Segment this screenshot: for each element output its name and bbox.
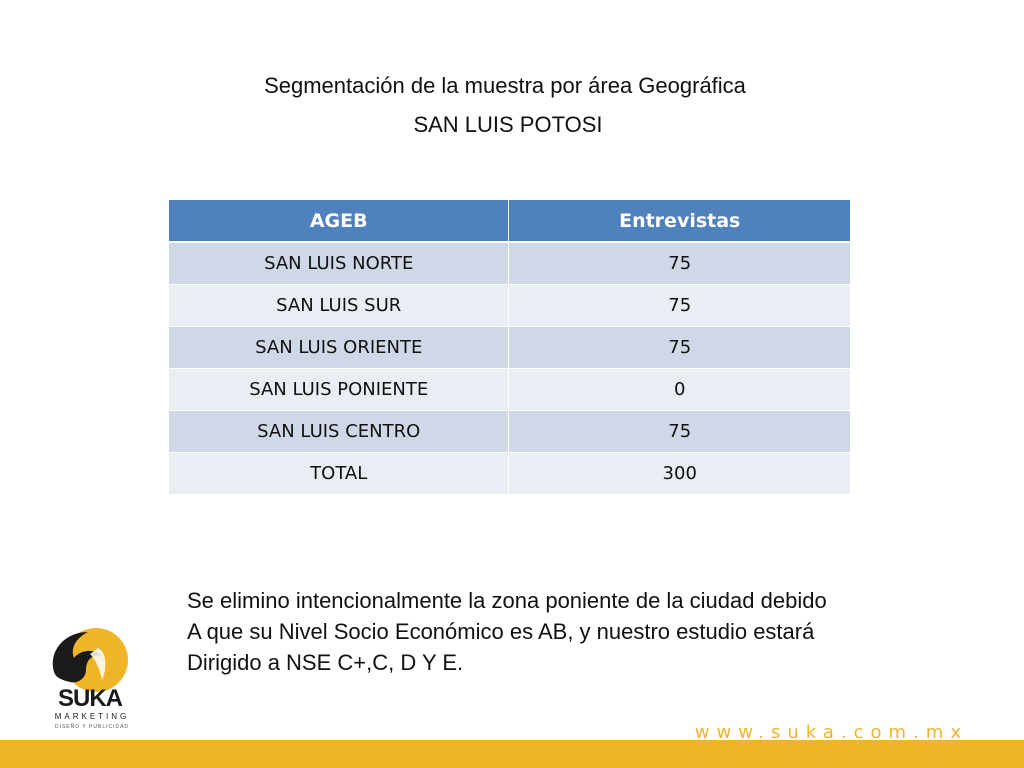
slide-title: Segmentación de la muestra por área Geográfica: [264, 73, 746, 98]
cell-ageb: SAN LUIS PONIENTE: [169, 369, 509, 411]
cell-ageb: SAN LUIS ORIENTE: [169, 327, 509, 369]
cell-entrevistas: 0: [509, 369, 851, 411]
cell-ageb: SAN LUIS CENTRO: [169, 411, 509, 453]
cell-entrevistas: 75: [509, 411, 851, 453]
table-row: [169, 285, 851, 327]
note-line: Se elimino intencionalmente la zona poniente de la ciudad debido: [187, 588, 827, 613]
table-row: [169, 327, 851, 369]
cell-ageb: SAN LUIS SUR: [169, 285, 509, 327]
logo-subtagline: DISEÑO Y PUBLICIDAD: [54, 724, 130, 730]
slide-subtitle: SAN LUIS POTOSI: [413, 112, 603, 137]
suka-logo: [40, 626, 140, 738]
note-text: [187, 585, 967, 678]
cell-entrevistas: 75: [509, 327, 851, 369]
cell-entrevistas: 300: [509, 453, 851, 495]
logo-brand: SUKA: [57, 685, 123, 712]
table-row: [169, 369, 851, 411]
footer-bar: [0, 740, 1024, 768]
cell-ageb: SAN LUIS NORTE: [169, 242, 509, 285]
column-header-ageb: AGEB: [169, 200, 509, 243]
note-line: Dirigido a NSE C+,C, D Y E.: [187, 650, 464, 675]
segmentation-table: [168, 199, 851, 495]
table-row: [169, 242, 851, 285]
cell-entrevistas: 75: [509, 285, 851, 327]
logo-tagline: MARKETING: [54, 712, 130, 721]
cell-entrevistas: 75: [509, 242, 851, 285]
cell-ageb: TOTAL: [169, 453, 509, 495]
footer-url: www.suka.com.mx: [694, 722, 968, 743]
table-header-row: [169, 200, 851, 243]
table-row-total: [169, 453, 851, 495]
note-line: A que su Nivel Socio Económico es AB, y nuestro estudio estará: [187, 619, 815, 644]
table-row: [169, 411, 851, 453]
column-header-entrevistas: Entrevistas: [509, 200, 851, 243]
